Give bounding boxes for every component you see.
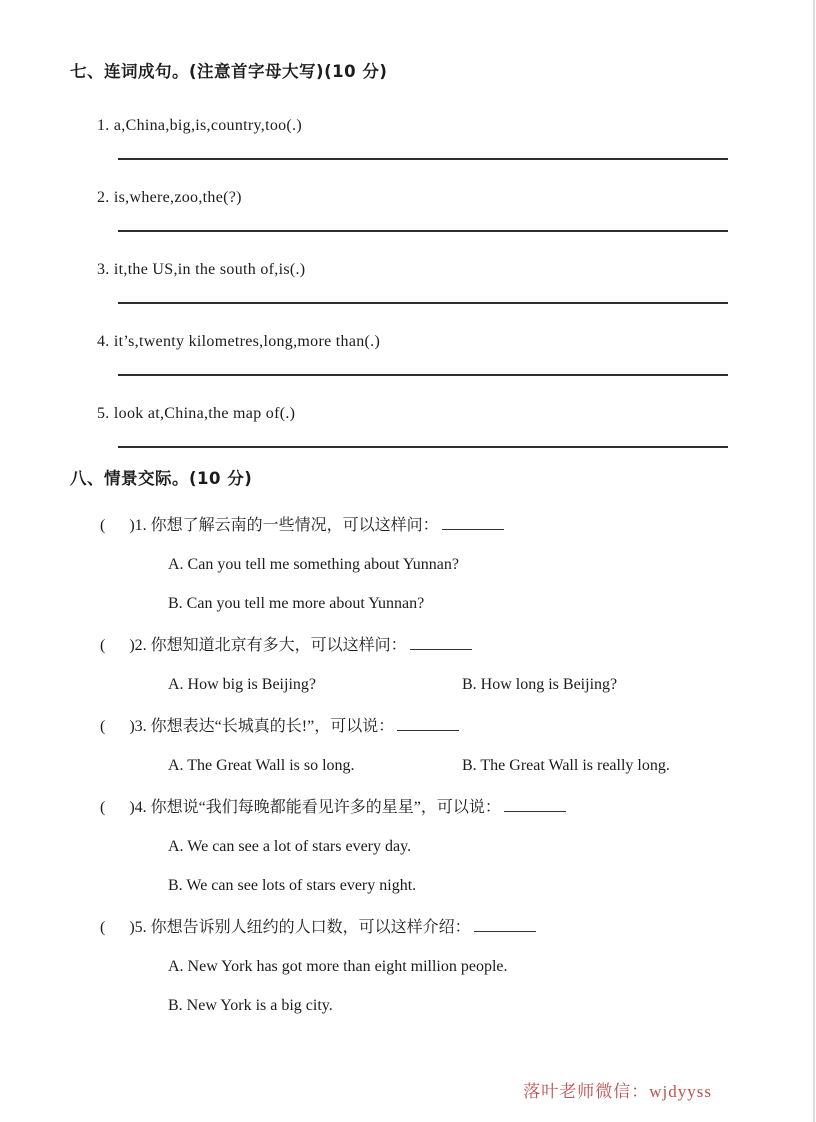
option-a: A. We can see a lot of stars every day.	[168, 838, 412, 855]
option-row	[168, 756, 816, 776]
question-text: 5. 你想告诉别人纽约的人口数，可以这样介绍：	[134, 919, 471, 936]
option-b: B. We can see lots of stars every night.	[168, 877, 417, 894]
teacher-wechat-watermark: 落叶老师微信：wjdyyss	[523, 1082, 712, 1101]
answer-bracket-close: )	[129, 517, 135, 534]
answer-blank	[504, 797, 566, 812]
answer-blank	[474, 917, 536, 932]
answer-blank	[410, 635, 472, 650]
answer-bracket-close: )	[129, 799, 135, 816]
section7-item-4: 4. it’s,twenty kilometres,long,more than(.)	[97, 333, 381, 350]
answer-line-3	[118, 302, 728, 304]
question-prompt-3	[100, 716, 816, 737]
question-prompt-5	[100, 917, 816, 938]
question-block-2	[70, 635, 816, 695]
answer-line-5	[118, 446, 728, 448]
answer-line-4	[118, 374, 728, 376]
question-prompt-2	[100, 635, 816, 656]
question-prompt-4	[100, 797, 816, 818]
scan-edge-shadow	[813, 0, 815, 1122]
section7-title: 七、连词成句。(注意首字母大写)(10 分)	[70, 62, 388, 81]
answer-blank	[397, 716, 459, 731]
answer-line-1	[118, 158, 728, 160]
option-a: A. New York has got more than eight million people.	[168, 958, 508, 975]
answer-bracket-close: )	[129, 637, 135, 654]
option-a: A. How big is Beijing?	[168, 676, 316, 693]
option-row	[168, 675, 816, 695]
question-block-5	[70, 917, 816, 1016]
answer-bracket-open: (	[100, 799, 106, 816]
option-b: B. New York is a big city.	[168, 997, 333, 1014]
question-text: 2. 你想知道北京有多大，可以这样问：	[134, 637, 407, 654]
question-block-1	[70, 515, 816, 614]
question-block-3	[70, 716, 816, 776]
section7-item-1: 1. a,China,big,is,country,too(.)	[97, 117, 302, 134]
answer-bracket-open: (	[100, 637, 106, 654]
question-text: 1. 你想了解云南的一些情况，可以这样问：	[134, 517, 439, 534]
answer-bracket-open: (	[100, 718, 106, 735]
option-a: A. The Great Wall is so long.	[168, 757, 355, 774]
answer-bracket-open: (	[100, 919, 106, 936]
question-prompt-1	[100, 515, 816, 536]
question-text: 3. 你想表达“长城真的长!”，可以说：	[134, 718, 395, 735]
section8-title: 八、情景交际。(10 分)	[70, 469, 253, 488]
answer-blank	[442, 515, 504, 530]
question-text: 4. 你想说“我们每晚都能看见许多的星星”，可以说：	[134, 799, 501, 816]
option-b: B. How long is Beijing?	[462, 676, 618, 693]
section7-item-2: 2. is,where,zoo,the(?)	[97, 189, 242, 206]
section7-item-5: 5. look at,China,the map of(.)	[97, 405, 296, 422]
answer-bracket-close: )	[129, 718, 135, 735]
answer-bracket-open: (	[100, 517, 106, 534]
question-block-4	[70, 797, 816, 896]
section7-item-3: 3. it,the US,in the south of,is(.)	[97, 261, 306, 278]
answer-bracket-close: )	[129, 919, 135, 936]
option-a: A. Can you tell me something about Yunnan?	[168, 556, 459, 573]
option-b: B. Can you tell me more about Yunnan?	[168, 595, 425, 612]
answer-line-2	[118, 230, 728, 232]
option-b: B. The Great Wall is really long.	[462, 757, 670, 774]
